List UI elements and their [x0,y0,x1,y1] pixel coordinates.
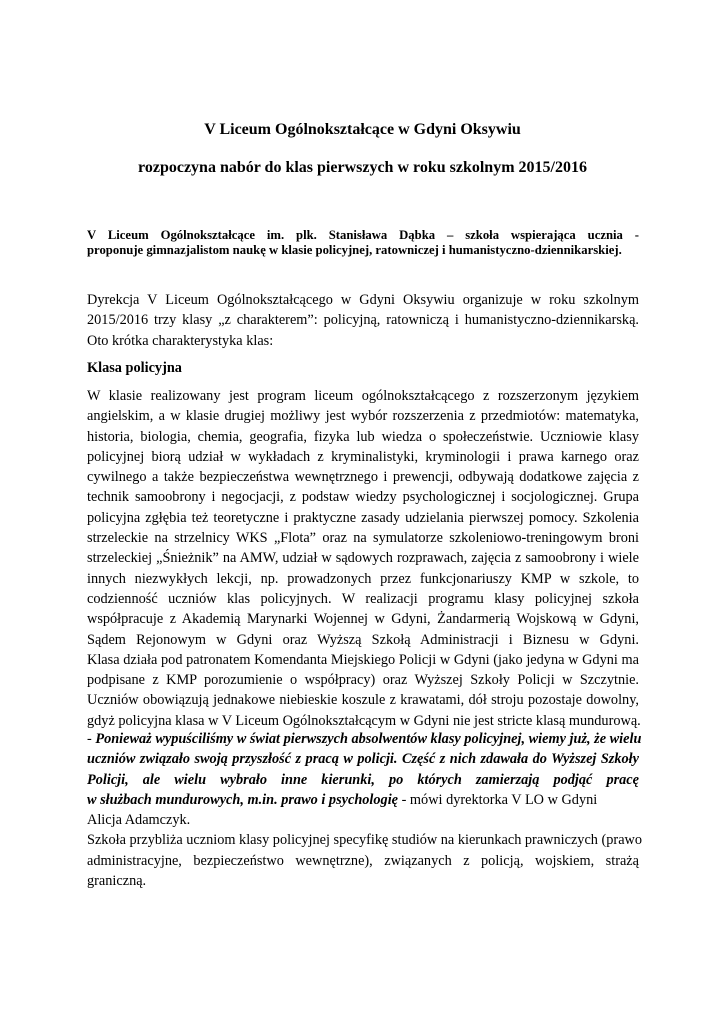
main-paragraph [87,386,639,731]
main-line: podpisane z KMP porozumienie o współpracy) oraz Wyższej Szkoły Policji w Szczytnie. [87,672,639,689]
main-line: policyjnej biorą udział w wykładach z kryminalistyki, kryminologii i prawa karnego oraz [87,448,639,465]
main-line: W klasie realizowany jest program liceum ogólnokształcącego z rozszerzonym językiem [87,388,639,404]
main-line: innych niezwykłych lekcji, np. prowadzonych przez funkcjonariuszy KMP w szkole, to [87,570,639,587]
quote-line: uczniów związało swoją przyszłość z pracą w policji. Część z nich zdawała do Wyższej Szkoły [87,751,639,768]
quote-line [87,790,639,810]
document-title: V Liceum Ogólnokształcące w Gdyni Oksywiu [204,121,521,138]
closing-line: Szkoła przybliża uczniom klasy policyjnej specyfikę studiów na kierunkach prawniczych (prawo [87,832,643,849]
quote-author: Alicja Adamczyk. [87,812,191,829]
main-line: policyjna zgłębia też teoretyczne i praktyczne zasady udzielania pierwszej pomocy. Szkolenia [87,509,639,526]
quote-text: w służbach mundurowych, m.in. prawo i psychologię [87,791,399,808]
intro-line: Dyrekcja V Liceum Ogólnokształcącego w Gdyni Oksywiu organizuje w roku szkolnym [87,292,639,308]
quote-dash: - [87,731,96,747]
main-line: strzeleckiej „Śnieżnik” na AMW, udział w sądowych rozprawach, zajęcia z samoobrony i wiele [87,550,639,567]
main-line: codzienność uczniów klas policyjnych. W realizacji programu klasy policyjnej szkoła [87,590,639,607]
lead-paragraph [87,228,639,258]
main-line: cywilnego a także bezpieczeństwa wewnętrznego i prewencji, odbywają dodatkowe zajęcia z [87,469,639,486]
quote-paragraph [87,729,643,891]
quote-line [87,729,642,749]
quote-attribution: - mówi dyrektorka V LO w Gdyni [398,791,598,808]
main-line: Sądem Rejonowym w Gdyni oraz Wyższą Szkołą Administracji i Biznesu w Gdyni. [87,631,639,648]
intro-paragraph [87,290,639,351]
main-line: historia, biologia, chemia, geografia, fizyka lub wiedza o społeczeństwie. Uczniowie klasy [87,428,639,445]
closing-line: graniczną. [87,873,147,890]
intro-line: 2015/2016 trzy klasy „z charakterem”: policyjną, ratowniczą i humanistyczno-dziennikarską. [87,312,639,329]
quote-text: Ponieważ wypuściliśmy w świat pierwszych absolwentów klasy policyjnej, wiemy już, że wielu [95,731,642,747]
intro-line: Oto krótka charakterystyka klas: [87,332,274,349]
section-heading: Klasa policyjna [87,360,182,376]
main-line: współpracuje z Akademią Marynarki Wojennej w Gdyni, Żandarmerią Wojskową w Gdyni, [87,611,639,628]
lead-line: V Liceum Ogólnokształcące im. plk. Stanisława Dąbka – szkoła wspierająca ucznia - [87,228,639,242]
main-line: strzeleckie na strzelnicy WKS „Flota” oraz na symulatorze szkoleniowo-treningowym broni [87,530,639,547]
main-line: Uczniów obowiązują jednakowe niebieskie koszule z krawatami, dół stroju pozostaje dowolny, [87,692,639,709]
quote-line: Policji, ale wielu wybrało inne kierunki, po których zamierzają podjąć pracę [87,771,639,788]
main-line: technik samoobrony i negocjacji, z podstaw wiedzy psychologicznej i socjologicznej. Grupa [87,489,639,506]
main-line: Klasa działa pod patronatem Komendanta Miejskiego Policji w Gdyni (jako jedyna w Gdyni ma [87,651,639,668]
document-subtitle: rozpoczyna nabór do klas pierwszych w roku szkolnym 2015/2016 [138,159,587,176]
main-line: gdyż policyjna klasa w V Liceum Ogólnokształcącym w Gdyni nie jest stricte klasą mundurową. [87,712,641,729]
main-line: angielskim, a w klasie drugiej możliwy jest wybór rozszerzenia z przedmiotów: matematyka, [87,408,639,425]
closing-line: administracyjne, bezpieczeństwo wewnętrzne), związanych z policją, wojskiem, strażą [87,852,639,869]
lead-line: proponuje gimnazjalistom naukę w klasie policyjnej, ratowniczej i humanistyczno-dziennikarskiej. [87,243,622,257]
